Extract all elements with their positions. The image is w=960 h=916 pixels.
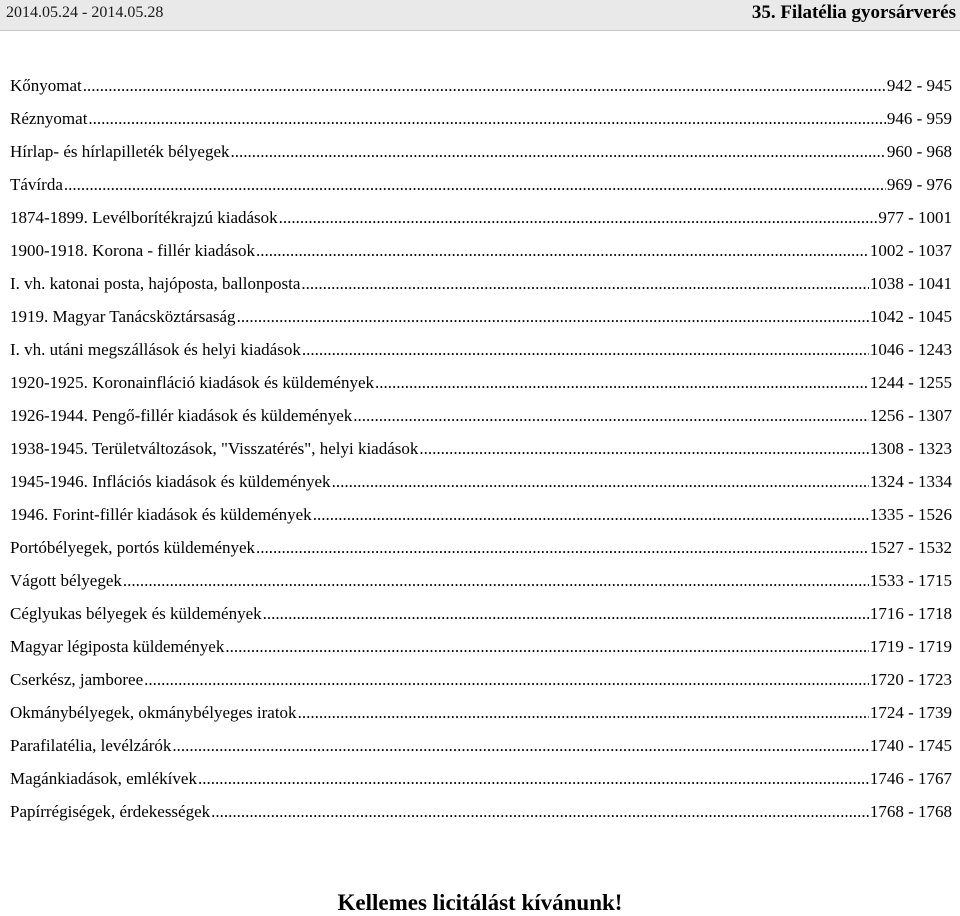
- dot-leader: [313, 505, 869, 525]
- toc-entry-label: 1900-1918. Korona - fillér kiadások: [10, 241, 256, 260]
- toc-entry-pages: 1244 - 1255: [869, 373, 952, 392]
- toc-entry-pages: 946 - 959: [886, 109, 952, 128]
- toc-entry-label: Kőnyomat: [10, 76, 82, 95]
- toc-entry-pages: 969 - 976: [886, 175, 952, 194]
- toc-entry-pages: 1046 - 1243: [869, 340, 952, 359]
- toc-entry-label: 1926-1944. Pengő-fillér kiadások és küldemények: [10, 406, 353, 425]
- closing-message: Kellemes licitálást kívánunk!: [337, 890, 623, 915]
- dot-leader: [279, 208, 878, 228]
- toc-entry[interactable]: [10, 208, 952, 241]
- toc-entry-label: I. vh. katonai posta, hajóposta, ballonposta: [10, 274, 301, 293]
- dot-leader: [198, 769, 869, 789]
- toc-entry[interactable]: [10, 703, 952, 736]
- dot-leader: [375, 373, 869, 393]
- toc-entry-label: 1946. Forint-fillér kiadások és küldemények: [10, 505, 312, 524]
- dot-leader: [353, 406, 869, 426]
- toc-entry-label: Magyar légiposta küldemények: [10, 637, 225, 656]
- toc-entry-pages: 1038 - 1041: [869, 274, 952, 293]
- dot-leader: [83, 76, 886, 96]
- toc-entry-pages: 960 - 968: [886, 142, 952, 161]
- toc-entry[interactable]: [10, 439, 952, 472]
- toc-entry[interactable]: [10, 406, 952, 439]
- toc-entry[interactable]: [10, 802, 952, 835]
- dot-leader: [419, 439, 868, 459]
- toc-entry-label: 1919. Magyar Tanácsköztársaság: [10, 307, 236, 326]
- toc-entry-label: Portóbélyegek, portós küldemények: [10, 538, 256, 557]
- dot-leader: [263, 604, 869, 624]
- toc-entry[interactable]: [10, 604, 952, 637]
- toc-entry-pages: 1308 - 1323: [869, 439, 952, 458]
- toc-entry-pages: 1724 - 1739: [869, 703, 952, 722]
- dot-leader: [88, 109, 885, 129]
- toc-entry-label: Parafilatélia, levélzárók: [10, 736, 172, 755]
- toc-entry-label: 1874-1899. Levélborítékrajzú kiadások: [10, 208, 278, 227]
- toc-entry-pages: 1768 - 1768: [869, 802, 952, 821]
- dot-leader: [298, 703, 869, 723]
- toc-entry[interactable]: [10, 241, 952, 274]
- toc-entry-label: Távírda: [10, 175, 63, 194]
- dot-leader: [144, 670, 869, 690]
- toc-entry-pages: 1335 - 1526: [869, 505, 952, 524]
- toc-entry[interactable]: [10, 373, 952, 406]
- toc-entry-pages: 942 - 945: [886, 76, 952, 95]
- toc-entry[interactable]: [10, 142, 952, 175]
- toc-entry-pages: 1324 - 1334: [869, 472, 952, 491]
- toc-entry-pages: 1527 - 1532: [869, 538, 952, 557]
- toc-entry-pages: 1002 - 1037: [869, 241, 952, 260]
- toc-entry[interactable]: [10, 637, 952, 670]
- toc-entry[interactable]: [10, 505, 952, 538]
- toc-entry-label: Vágott bélyegek: [10, 571, 122, 590]
- toc-entry[interactable]: [10, 76, 952, 109]
- toc-entry-label: Papírrégiségek, érdekességek: [10, 802, 211, 821]
- toc-entry-pages: 977 - 1001: [878, 208, 952, 227]
- toc-entry[interactable]: [10, 340, 952, 373]
- date-range: 2014.05.24 - 2014.05.28: [6, 4, 164, 21]
- toc-entry-pages: 1719 - 1719: [869, 637, 952, 656]
- toc-entry-pages: 1256 - 1307: [869, 406, 952, 425]
- toc-entry-label: Okmánybélyegek, okmánybélyeges iratok: [10, 703, 297, 722]
- toc-entry-label: Cserkész, jamboree: [10, 670, 144, 689]
- dot-leader: [211, 802, 869, 822]
- toc-entry[interactable]: [10, 736, 952, 769]
- dot-leader: [301, 274, 868, 294]
- auction-title: 35. Filatélia gyorsárverés: [751, 2, 956, 23]
- toc-entry[interactable]: [10, 109, 952, 142]
- toc-entry[interactable]: [10, 538, 952, 571]
- toc-entry-label: I. vh. utáni megszállások és helyi kiadások: [10, 340, 301, 359]
- toc-entry-label: Magánkiadások, emlékívek: [10, 769, 197, 788]
- page-header: [0, 0, 960, 31]
- dot-leader: [64, 175, 886, 195]
- dot-leader: [231, 142, 886, 162]
- toc-entry-pages: 1746 - 1767: [869, 769, 952, 788]
- toc-entry-label: Réznyomat: [10, 109, 88, 128]
- dot-leader: [123, 571, 869, 591]
- toc-entry[interactable]: [10, 472, 952, 505]
- toc-entry-pages: 1720 - 1723: [869, 670, 952, 689]
- toc-entry[interactable]: [10, 769, 952, 802]
- dot-leader: [256, 538, 869, 558]
- toc-entry-label: Hírlap- és hírlapilleték bélyegek: [10, 142, 230, 161]
- table-of-contents: [10, 76, 952, 835]
- toc-entry[interactable]: [10, 307, 952, 340]
- toc-entry-label: 1945-1946. Inflációs kiadások és küldemények: [10, 472, 331, 491]
- toc-entry[interactable]: [10, 274, 952, 307]
- toc-entry-pages: 1716 - 1718: [869, 604, 952, 623]
- toc-entry-pages: 1740 - 1745: [869, 736, 952, 755]
- dot-leader: [302, 340, 869, 360]
- dot-leader: [237, 307, 869, 327]
- dot-leader: [172, 736, 868, 756]
- toc-entry-label: 1920-1925. Koronainfláció kiadások és küldemények: [10, 373, 374, 392]
- toc-entry-label: 1938-1945. Területváltozások, "Visszatérés", helyi kiadások: [10, 439, 419, 458]
- toc-entry[interactable]: [10, 670, 952, 703]
- toc-entry-pages: 1042 - 1045: [869, 307, 952, 326]
- dot-leader: [225, 637, 869, 657]
- toc-entry[interactable]: [10, 571, 952, 604]
- toc-entry-label: Céglyukas bélyegek és küldemények: [10, 604, 262, 623]
- dot-leader: [256, 241, 869, 261]
- toc-entry[interactable]: [10, 175, 952, 208]
- toc-entry-pages: 1533 - 1715: [869, 571, 952, 590]
- dot-leader: [332, 472, 869, 492]
